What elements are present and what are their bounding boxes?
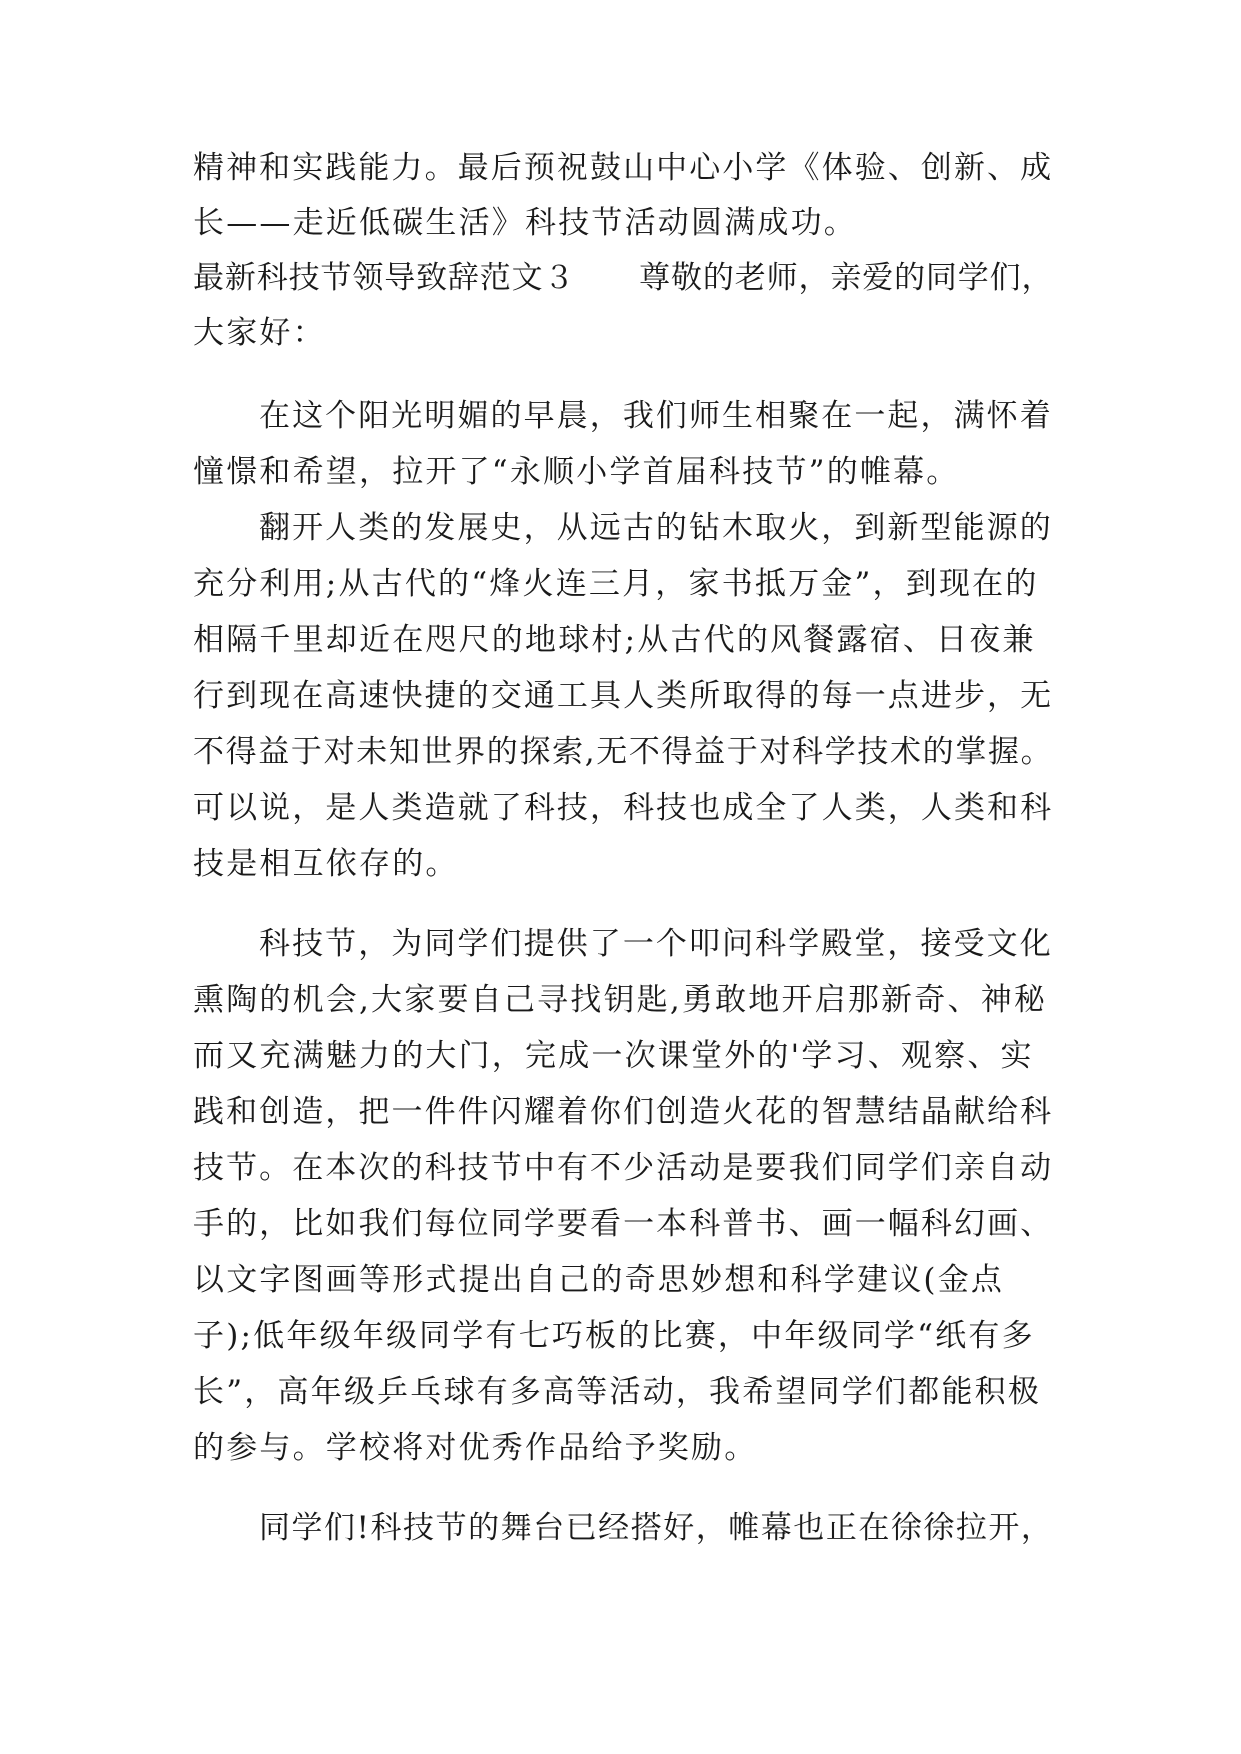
- text-line: 可以说，是人类造就了科技，科技也成全了人类，人类和科: [193, 790, 1054, 826]
- paragraph-start-line: 翻开人类的发展史，从远古的钻木取火，到新型能源的: [259, 510, 1053, 546]
- text-line: 充分利用;从古代的“烽火连三月，家书抵万金”，到现在的: [193, 566, 1039, 602]
- text-line: 而又充满魅力的大门，完成一次课堂外的'学习、观察、实: [193, 1038, 1034, 1074]
- text-line: 践和创造，把一件件闪耀着你们创造火花的智慧结晶献给科: [193, 1094, 1054, 1130]
- text-line: 技是相互依存的。: [193, 846, 459, 882]
- text-line: 不得益于对未知世界的探索,无不得益于对科学技术的掌握。: [193, 734, 1054, 770]
- text-line: 熏陶的机会,大家要自己寻找钥匙,勇敢地开启那新奇、神秘: [193, 982, 1048, 1018]
- text-line: 子);低年级年级同学有七巧板的比赛，中年级同学“纸有多: [193, 1318, 1035, 1354]
- text-line: 相隔千里却近在咫尺的地球村;从古代的风餐露宿、日夜兼: [193, 622, 1036, 658]
- text-line: 的参与。学校将对优秀作品给予奖励。: [193, 1430, 758, 1466]
- section-heading-line: 最新科技节领导致辞范文３ 尊敬的老师，亲爱的同学们，: [193, 260, 1054, 296]
- text-line: 技节。在本次的科技节中有不少活动是要我们同学们亲自动: [193, 1150, 1054, 1186]
- text-line: 憧憬和希望，拉开了“永顺小学首届科技节”的帷幕。: [193, 454, 960, 490]
- text-line: 精神和实践能力。最后预祝鼓山中心小学《体验、创新、成: [193, 150, 1054, 186]
- text-line: 大家好：: [193, 315, 326, 351]
- text-line: 以文字图画等形式提出自己的奇思妙想和科学建议(金点: [193, 1262, 1005, 1298]
- text-line: 长——走近低碳生活》科技节活动圆满成功。: [193, 205, 857, 241]
- text-line: 手的，比如我们每位同学要看一本科普书、画一幅科幻画、: [193, 1206, 1054, 1242]
- paragraph-start-line: 在这个阳光明媚的早晨，我们师生相聚在一起，满怀着: [259, 398, 1053, 434]
- paragraph-start-line: 科技节，为同学们提供了一个叩问科学殿堂，接受文化: [259, 926, 1053, 962]
- text-line: 长”，高年级乒乓球有多高等活动，我希望同学们都能积极: [193, 1374, 1042, 1410]
- text-line: 行到现在高速快捷的交通工具人类所取得的每一点进步，无: [193, 678, 1054, 714]
- paragraph-start-line: 同学们!科技节的舞台已经搭好，帷幕也正在徐徐拉开，: [259, 1510, 1054, 1546]
